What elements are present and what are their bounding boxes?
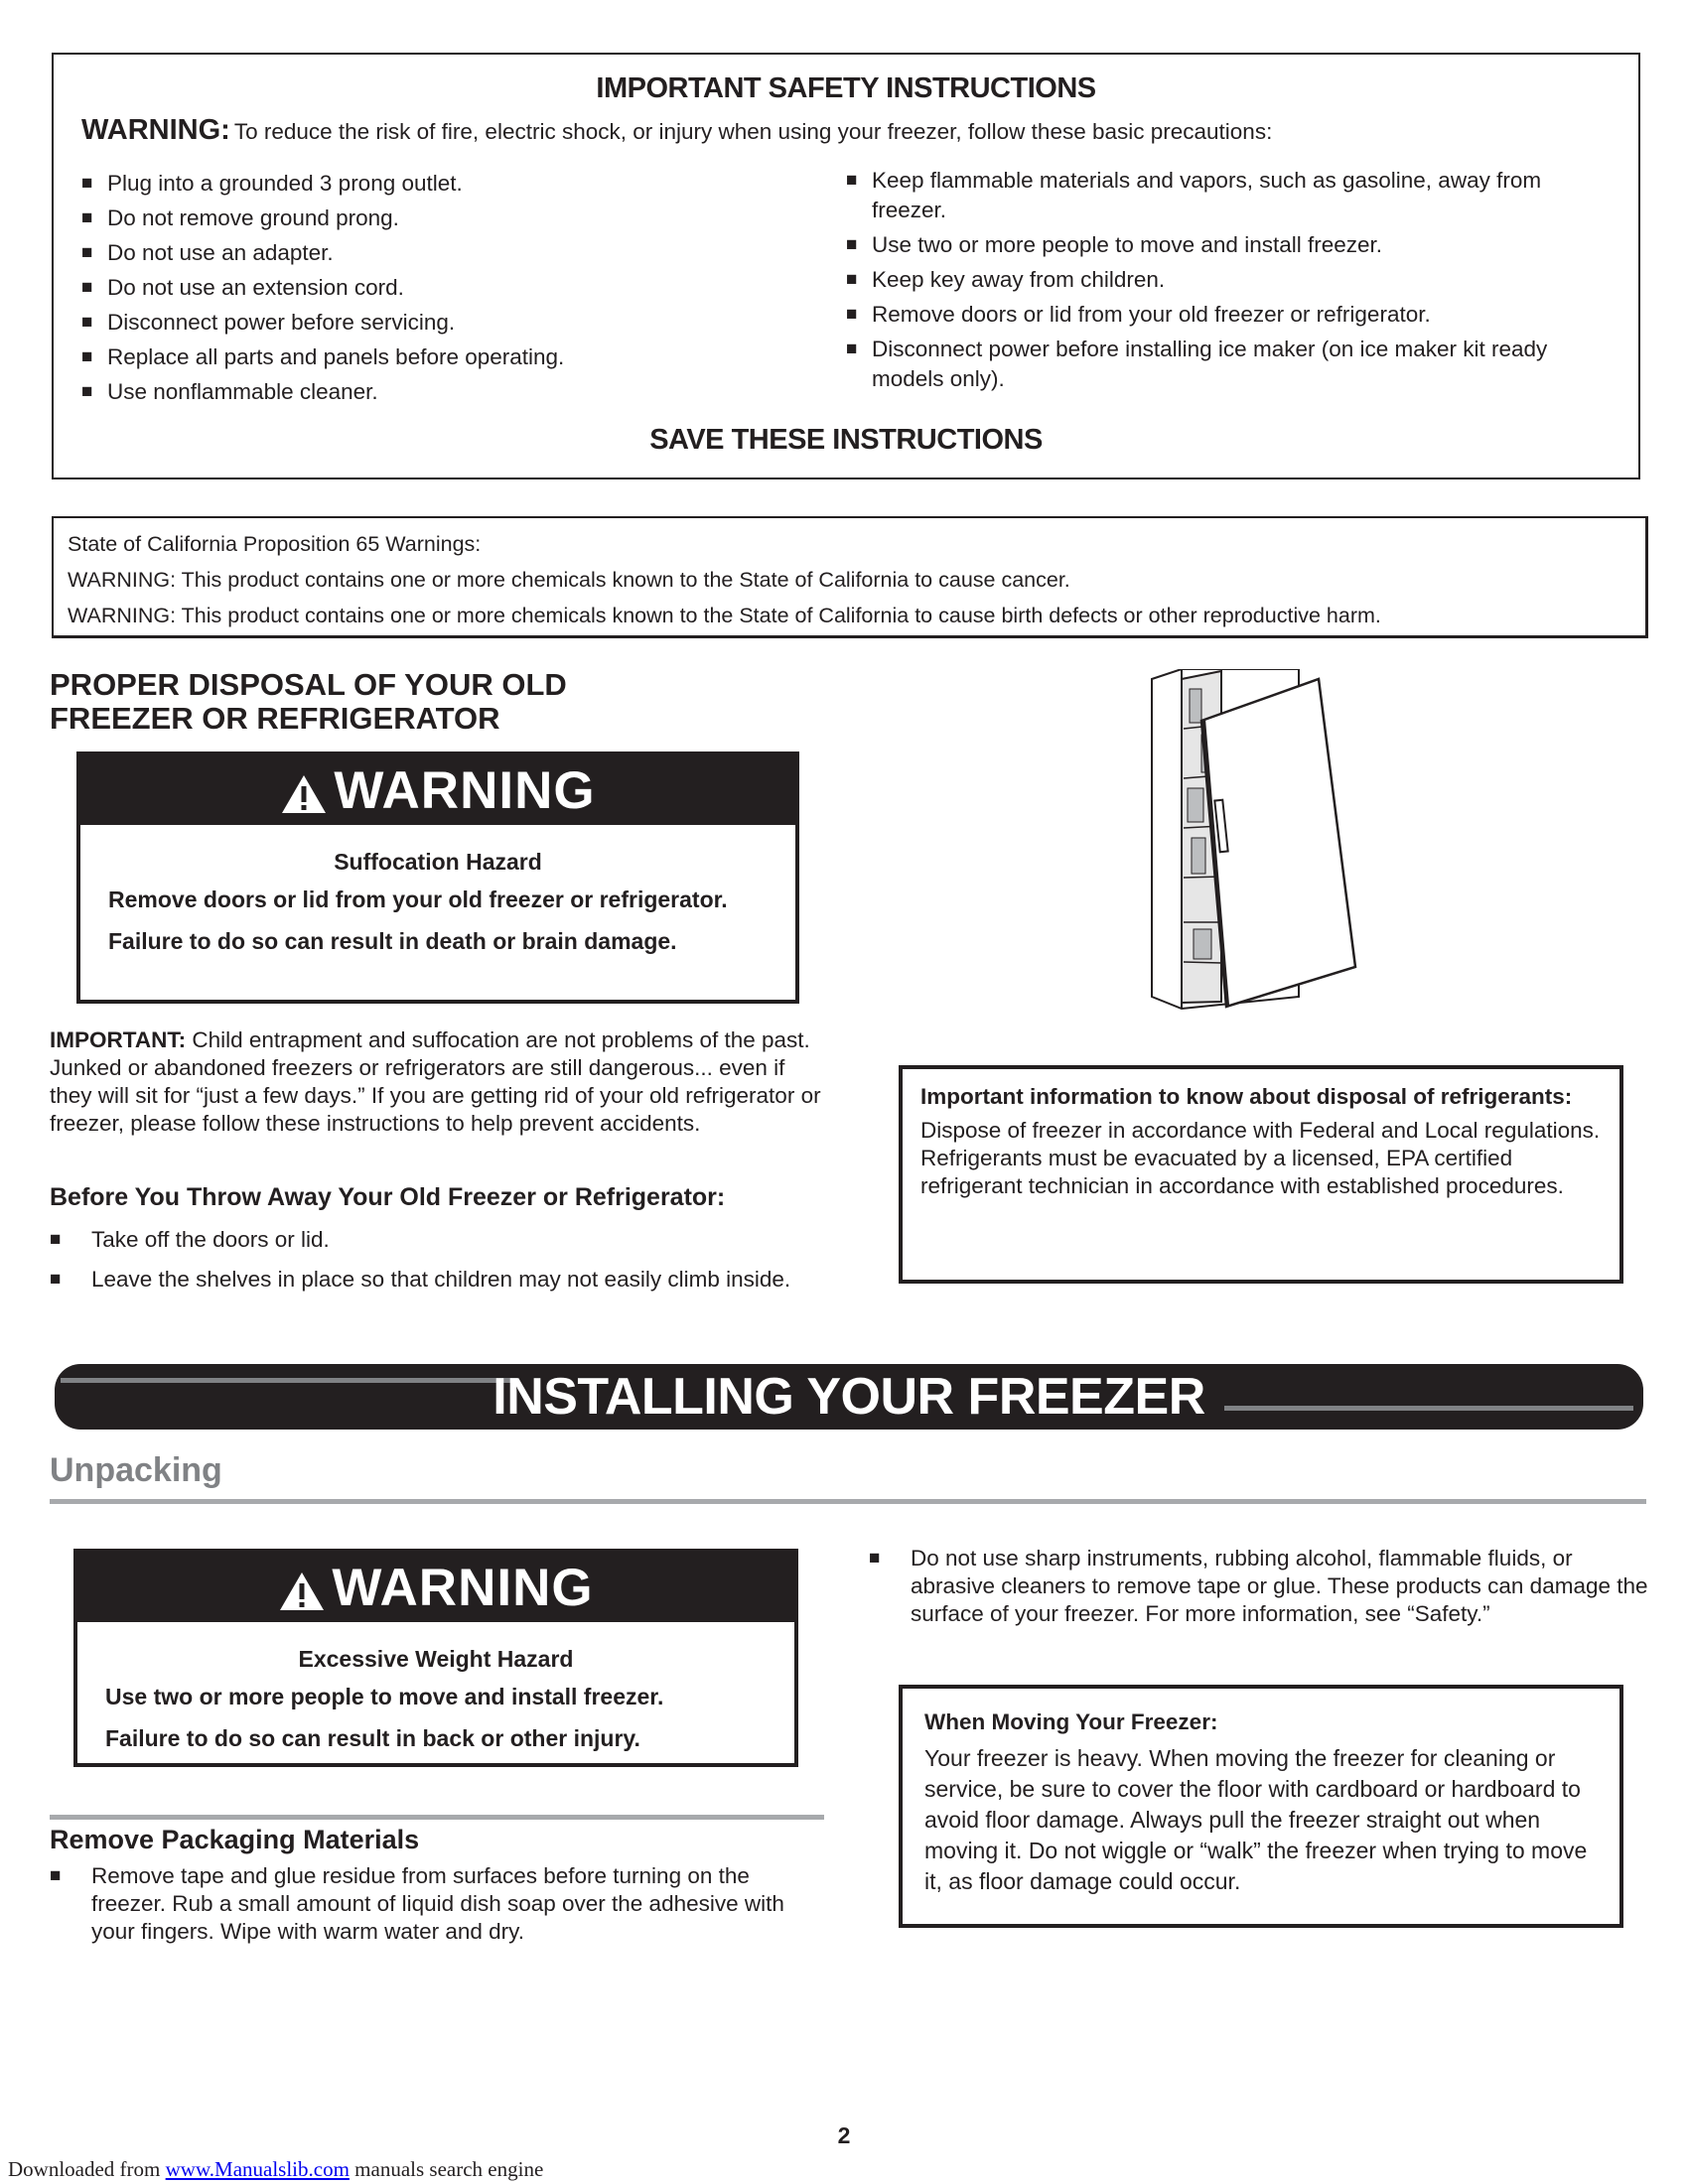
warning-triangle-icon <box>278 1570 326 1612</box>
safety-warning-line <box>81 114 1272 147</box>
list-item: ■ Take off the doors or lid. <box>50 1226 804 1254</box>
warning-text: To reduce the risk of fire, electric shock, or injury when using your freezer, follow these basic precautions: <box>233 119 1273 144</box>
list-item: ■ Do not remove ground prong. <box>81 201 836 235</box>
before-throw-away-title: Before You Throw Away Your Old Freezer or Refrigerator: <box>50 1183 726 1211</box>
footer-prefix: Downloaded from <box>8 2157 166 2181</box>
warning-line: Use two or more people to move and install freezer. <box>105 1684 664 1709</box>
hazard-title: Suffocation Hazard <box>334 849 542 875</box>
warning-label: WARNING: <box>81 114 230 146</box>
list-item: ■ Keep flammable materials and vapors, such as gasoline, away from freezer. <box>846 166 1620 225</box>
list-item: ■ Remove doors or lid from your old freezer or refrigerator. <box>846 300 1620 330</box>
important-text: Child entrapment and suffocation are not problems of the past. Junked or abandoned freezers or refrigerators are still dangerous... even if they will sit for “just a few days.” If you are getting rid of your old refrigerator or freezer, please follow these instructions to help prevent accidents. <box>50 1027 821 1136</box>
moving-title: When Moving Your Freezer: <box>924 1709 1218 1734</box>
warning-line: Remove doors or lid from your old freezer or refrigerator. <box>108 887 728 912</box>
list-item: ■ Use nonflammable cleaner. <box>81 374 836 409</box>
disposal-title-line: PROPER DISPOSAL OF YOUR OLD <box>50 667 567 702</box>
list-item: ■ Do not use sharp instruments, rubbing alcohol, flammable fluids, or abrasive cleaners to remove tape or glue. These products can damage the surface of your freezer. For more information, see “Safety.” <box>869 1545 1653 1628</box>
list-item: ■ Do not use an extension cord. <box>81 270 836 305</box>
list-item: ■ Remove tape and glue residue from surfaces before turning on the freezer. Rub a small amount of liquid dish soap over the adhesive with your fingers. Wipe with warm water and dry. <box>50 1862 824 1946</box>
list-item: ■ Use two or more people to move and install freezer. <box>846 230 1620 260</box>
list-item: ■ Plug into a grounded 3 prong outlet. <box>81 166 836 201</box>
warning-line: Failure to do so can result in death or brain damage. <box>108 928 677 954</box>
before-throw-away-list <box>50 1226 804 1305</box>
warning-line: Failure to do so can result in back or other injury. <box>105 1725 640 1751</box>
disposal-title <box>50 668 685 736</box>
manualslib-link[interactable]: www.Manualslib.com <box>165 2157 350 2181</box>
section-rule <box>50 1815 824 1820</box>
prop65-line: WARNING: This product contains one or more chemicals known to the State of California to cause birth defects or other reproductive harm. <box>68 604 1381 627</box>
prop65-line: State of California Proposition 65 Warnings: <box>68 532 482 556</box>
safety-right-list <box>846 166 1620 399</box>
safety-title: IMPORTANT SAFETY INSTRUCTIONS <box>596 72 1096 104</box>
list-item: ■ Do not use an adapter. <box>81 235 836 270</box>
warning-header-text: WARNING <box>332 1559 594 1617</box>
warning-header <box>80 755 795 825</box>
list-item: ■ Disconnect power before servicing. <box>81 305 836 340</box>
moving-text: Your freezer is heavy. When moving the freezer for cleaning or service, be sure to cover the floor with cardboard or hardboard to avoid floor damage. Always pull the freezer straight out when moving it. Do not wiggle or “walk” the freezer when trying to move it, as floor damage could occur. <box>924 1745 1588 1894</box>
refrigerant-disposal-box <box>899 1065 1623 1284</box>
footer-suffix: manuals search engine <box>349 2157 544 2181</box>
unpacking-heading: Unpacking <box>50 1451 222 1489</box>
safety-left-list <box>81 166 836 409</box>
remove-packaging-list <box>50 1862 824 1958</box>
disposal-title-line: FREEZER OR REFRIGERATOR <box>50 701 500 736</box>
refrigerant-title: Important information to know about disposal of refrigerants: <box>920 1084 1573 1109</box>
list-item: ■ Leave the shelves in place so that children may not easily climb inside. <box>50 1266 804 1294</box>
hazard-title: Excessive Weight Hazard <box>298 1646 574 1672</box>
page-number: 2 <box>837 2122 851 2148</box>
warning-header-text: WARNING <box>334 761 596 820</box>
prop65-line: WARNING: This product contains one or more chemicals known to the State of California to cause cancer. <box>68 568 1070 592</box>
refrigerant-text: Dispose of freezer in accordance with Federal and Local regulations. Refrigerants must be evacuated by a licensed, EPA certified refrigerant technician in accordance with established procedures. <box>920 1118 1601 1198</box>
download-footer <box>8 2157 543 2182</box>
safety-instructions-box <box>52 53 1640 479</box>
moving-freezer-box <box>899 1685 1623 1928</box>
cleaner-caution-list <box>869 1545 1653 1640</box>
list-item: ■ Disconnect power before installing ice maker (on ice maker kit ready models only). <box>846 335 1620 394</box>
list-item: ■ Keep key away from children. <box>846 265 1620 295</box>
installing-title: INSTALLING YOUR FREEZER <box>492 1368 1205 1426</box>
important-paragraph <box>50 1026 824 1138</box>
weight-warning-box <box>73 1549 798 1767</box>
freezer-illustration <box>1142 669 1360 1017</box>
suffocation-warning-box <box>76 751 799 1004</box>
installing-banner <box>55 1364 1643 1430</box>
prop65-box <box>52 516 1648 638</box>
remove-packaging-title: Remove Packaging Materials <box>50 1825 420 1854</box>
warning-triangle-icon <box>280 773 328 815</box>
section-rule <box>50 1499 1646 1504</box>
important-label: IMPORTANT: <box>50 1027 187 1052</box>
save-instructions-heading: SAVE THESE INSTRUCTIONS <box>649 424 1043 456</box>
list-item: ■ Replace all parts and panels before operating. <box>81 340 836 374</box>
warning-header <box>77 1553 794 1622</box>
